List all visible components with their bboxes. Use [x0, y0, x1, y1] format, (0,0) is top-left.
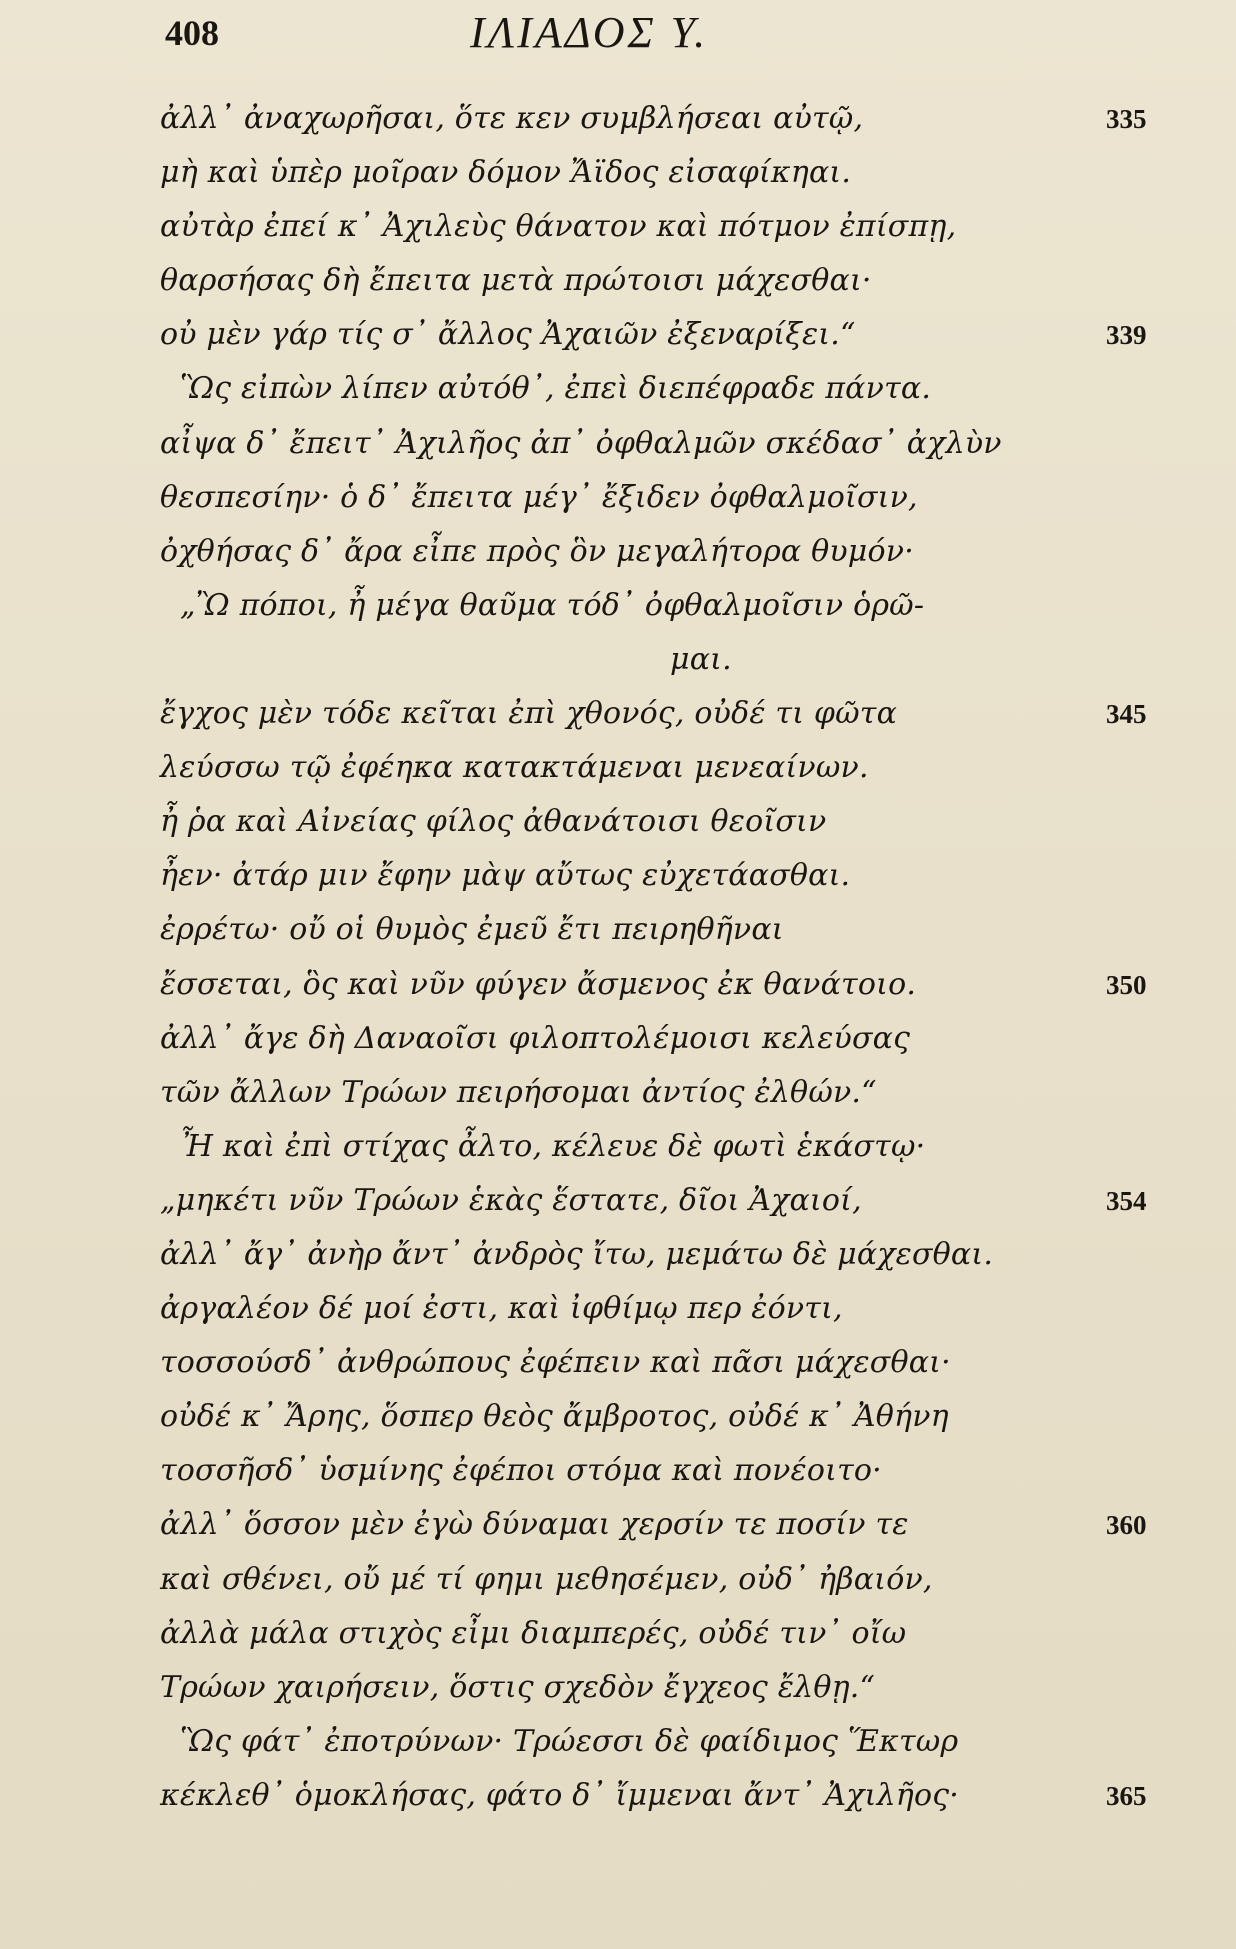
running-title: ΙΛΙΑΔΟΣ Υ.	[470, 8, 709, 57]
verse-line	[0, 1390, 1236, 1444]
verse-text: ἀλλὰ μάλα στιχὸς εἶμι διαμπερές, οὐδέ τιν᾽ οἴω	[160, 1615, 907, 1651]
verse-text: ἀργαλέον δέ μοί ἐστι, καὶ ἰφθίμῳ περ ἐόντι,	[160, 1291, 843, 1327]
verse-line	[0, 92, 1236, 146]
verse-line	[0, 1228, 1236, 1282]
verse-text: ἐρρέτω· οὔ οἱ θυμὸς ἐμεῦ ἔτι πειρηθῆναι	[160, 912, 784, 948]
verse-line	[0, 146, 1236, 200]
verse-line	[0, 200, 1236, 254]
verse-text: „μηκέτι νῦν Τρώων ἑκὰς ἕστατε, δῖοι Ἀχαιοί,	[160, 1182, 862, 1218]
verse-text: ἦ ῥα καὶ Αἰνείας φίλος ἀθανάτοισι θεοῖσιν	[160, 804, 827, 840]
verse-line	[0, 903, 1236, 957]
verse-line	[0, 1336, 1236, 1390]
verse-text: Τρώων χαιρήσειν, ὅστις σχεδὸν ἔγχεος ἔλθῃ.“	[160, 1669, 876, 1705]
line-number: 335	[1106, 104, 1147, 134]
verse-line	[0, 1174, 1236, 1228]
verse-text: ἀλλ᾽ ἄγ᾽ ἀνὴρ ἄντ᾽ ἀνδρὸς ἴτω, μεμάτω δὲ μάχεσθαι.	[160, 1236, 994, 1272]
verse-line	[0, 1444, 1236, 1498]
verse-text: κέκλεθ᾽ ὁμοκλήσας, φάτο δ᾽ ἴμμεναι ἄντ᾽ Ἀχιλῆος·	[160, 1777, 959, 1813]
verse-text: ἦεν· ἀτάρ μιν ἔφην μὰψ αὔτως εὐχετάασθαι.	[160, 858, 851, 894]
verse-text: ἔγχος μὲν τόδε κεῖται ἐπὶ χθονός, οὐδέ τι φῶτα	[160, 696, 898, 732]
verse-line	[0, 795, 1236, 849]
verse-text: μαι.	[670, 641, 732, 677]
verse-text: τοσσούσδ᾽ ἀνθρώπους ἐφέπειν καὶ πᾶσι μάχεσθαι·	[160, 1345, 951, 1381]
verse-text: αἶψα δ᾽ ἔπειτ᾽ Ἀχιλῆος ἀπ᾽ ὀφθαλμῶν σκέδασ᾽ ἀχλὺν	[160, 425, 1002, 461]
verse-text: ὀχθήσας δ᾽ ἄρα εἶπε πρὸς ὃν μεγαλήτορα θυμόν·	[160, 533, 914, 569]
line-number: 345	[1106, 699, 1147, 730]
verse-line	[0, 1120, 1236, 1174]
line-number: 365	[1106, 1780, 1147, 1811]
verse-line	[0, 471, 1236, 525]
verse-text: λεύσσω τῷ ἐφέηκα κατακτάμεναι μενεαίνων.	[160, 750, 869, 786]
verse-text: ἀλλ᾽ ἀναχωρῆσαι, ὅτε κεν συμβλήσεαι αὐτῷ,	[160, 101, 864, 136]
verse-line	[0, 1553, 1236, 1607]
verse-text: τῶν ἄλλων Τρώων πειρήσομαι ἀντίος ἐλθών.“	[160, 1074, 877, 1110]
verse-line	[0, 849, 1236, 903]
verse-line	[0, 1607, 1236, 1661]
verse-line	[0, 1282, 1236, 1336]
verse-text: καὶ σθένει, οὔ μέ τί φημι μεθησέμεν, οὐδ᾽ ἠβαιόν,	[160, 1561, 933, 1597]
verse-text: οὐδέ κ᾽ Ἄρης, ὅσπερ θεὸς ἄμβροτος, οὐδέ κ᾽ Ἀθήνη	[160, 1399, 949, 1435]
page-number: 408	[165, 13, 219, 53]
verse-line	[0, 1066, 1236, 1120]
verse-line	[0, 417, 1236, 471]
verse-block	[0, 92, 1236, 1823]
page-header	[0, 8, 1236, 58]
verse-line	[0, 633, 1236, 687]
line-number: 354	[1106, 1185, 1147, 1216]
verse-text: ἀλλ᾽ ἄγε δὴ Δαναοῖσι φιλοπτολέμοισι κελεύσας	[160, 1020, 911, 1056]
line-number: 339	[1106, 320, 1147, 351]
line-number: 350	[1106, 969, 1147, 1000]
verse-text: ἔσσεται, ὃς καὶ νῦν φύγεν ἄσμενος ἐκ θανάτοιο.	[160, 966, 917, 1002]
verse-line	[0, 1769, 1236, 1823]
verse-text: οὐ μὲν γάρ τίς σ᾽ ἄλλος Ἀχαιῶν ἐξεναρίξει.“	[160, 317, 856, 353]
verse-line	[0, 741, 1236, 795]
verse-text: „Ὢ πόποι, ἦ μέγα θαῦμα τόδ᾽ ὀφθαλμοῖσιν ὁρῶ-	[180, 587, 925, 623]
verse-line	[0, 958, 1236, 1012]
verse-line	[0, 308, 1236, 362]
verse-text: ἀλλ᾽ ὅσσον μὲν ἐγὼ δύναμαι χερσίν τε ποσίν τε	[160, 1507, 909, 1543]
verse-line	[0, 579, 1236, 633]
verse-line	[0, 1498, 1236, 1552]
verse-line	[0, 254, 1236, 308]
verse-line	[0, 1715, 1236, 1769]
verse-line	[0, 525, 1236, 579]
line-number: 360	[1106, 1510, 1147, 1541]
verse-text: θαρσήσας δὴ ἔπειτα μετὰ πρώτοισι μάχεσθαι·	[160, 263, 872, 299]
verse-text: τοσσῆσδ᾽ ὑσμίνης ἐφέποι στόμα καὶ πονέοιτο·	[160, 1453, 882, 1489]
verse-text: μὴ καὶ ὑπὲρ μοῖραν δόμον Ἄϊδος εἰσαφίκηαι.	[160, 155, 852, 191]
verse-text: Ἦ καὶ ἐπὶ στίχας ἆλτο, κέλευε δὲ φωτὶ ἑκάστῳ·	[180, 1128, 926, 1164]
verse-text: θεσπεσίην· ὁ δ᾽ ἔπειτα μέγ᾽ ἔξιδεν ὀφθαλμοῖσιν,	[160, 479, 918, 515]
verse-line	[0, 1012, 1236, 1066]
verse-line	[0, 362, 1236, 416]
verse-text: αὐτὰρ ἐπεί κ᾽ Ἀχιλεὺς θάνατον καὶ πότμον ἐπίσπῃ,	[160, 209, 957, 245]
verse-line	[0, 687, 1236, 741]
verse-line	[0, 1661, 1236, 1715]
verse-text: Ὣς εἰπὼν λίπεν αὐτόθ᾽, ἐπεὶ διεπέφραδε πάντα.	[180, 371, 932, 407]
verse-text: Ὣς φάτ᾽ ἐποτρύνων· Τρώεσσι δὲ φαίδιμος Ἕκτωρ	[180, 1723, 959, 1759]
